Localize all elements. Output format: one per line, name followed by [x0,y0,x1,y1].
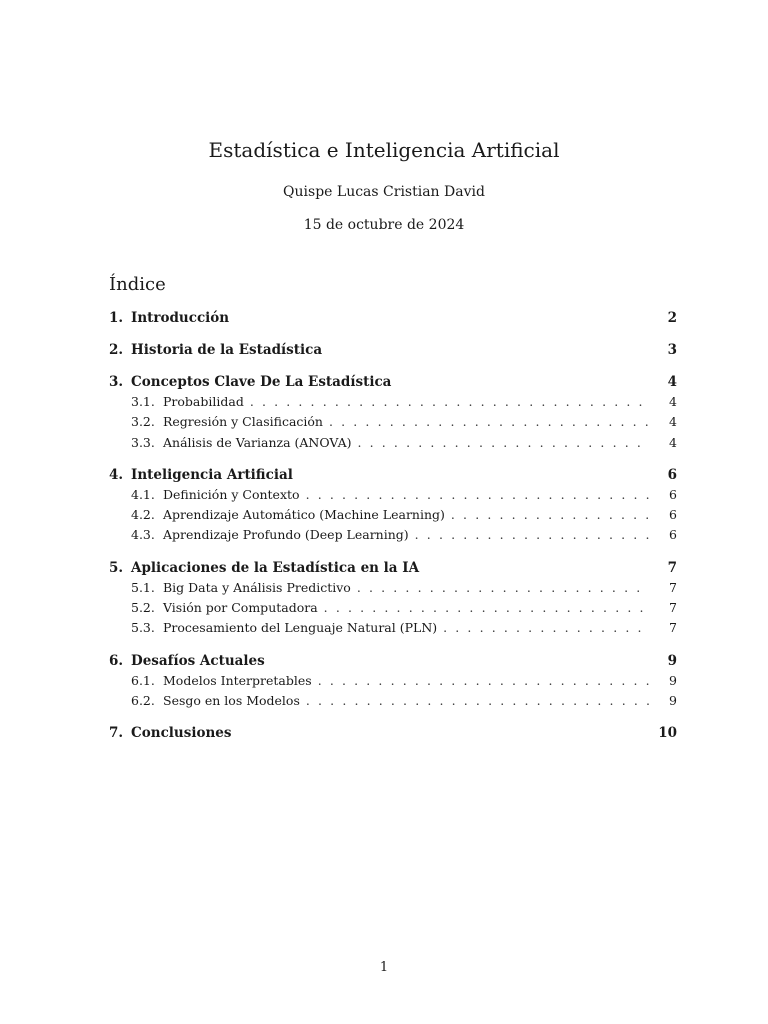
toc-section-page: 6 [667,466,677,483]
toc-subsection-page: 9 [669,672,677,688]
toc-subsection-entry[interactable] [109,620,677,640]
toc-section-title: Aplicaciones de la Estadística en la IA [131,559,420,576]
toc-section [109,467,677,548]
toc-section-title: Historia de la Estadística [131,342,323,358]
toc-section-number: 6. [109,652,124,669]
toc-subsection-number: 3.2. [131,414,155,430]
toc-section-page: 4 [667,374,677,390]
toc-subsection-entry[interactable] [109,693,677,713]
toc-subsection-number: 5.1. [131,579,155,595]
toc-subsection-entry[interactable] [109,600,677,620]
toc-subsection-title: Regresión y Clasificación [163,414,323,430]
toc-subsection-entry[interactable] [109,580,677,600]
toc-subsection-page: 9 [669,692,677,708]
toc-section-title: Introducción [131,310,230,326]
document-title: Estadística e Inteligencia Artificial [208,138,560,162]
toc-section-page: 2 [667,310,677,326]
toc-subsection-page: 6 [669,507,677,523]
toc-dot-leader [324,600,649,615]
toc-subsection-page: 6 [669,486,677,502]
toc-subsection-title: Probabilidad [163,394,244,409]
toc-subsection-page: 7 [669,579,677,595]
document-author: Quispe Lucas Cristian David [283,184,485,200]
toc-dot-leader [415,527,649,542]
toc-section-entry[interactable] [109,342,677,362]
toc-section-number: 2. [109,342,124,358]
toc-section-entry[interactable] [109,653,677,673]
toc-section-number: 5. [109,559,124,576]
toc-subsection-page: 4 [669,394,677,409]
toc-subsection-entry[interactable] [109,435,677,455]
toc-subsection-number: 3.3. [131,434,155,450]
toc-section [109,342,677,362]
toc-section-page: 9 [667,652,677,669]
toc-dot-leader [306,487,649,502]
toc-subsection-number: 6.1. [131,672,155,688]
toc-subsection-number: 6.2. [131,692,155,708]
toc-subsection-title: Big Data y Análisis Predictivo [163,579,351,595]
toc-section-page: 3 [667,342,677,358]
toc-subsection-title: Visión por Computadora [163,600,318,616]
toc-section-title: Conclusiones [131,725,232,742]
toc-subsection-title: Procesamiento del Lenguaje Natural (PLN) [163,620,438,636]
toc-dot-leader [250,394,649,409]
toc-dot-leader [306,693,649,708]
toc-section [109,560,677,641]
toc-section-entry[interactable] [109,310,677,330]
toc-section-page: 10 [658,725,677,742]
toc-dot-leader [329,414,649,429]
toc-section-entry[interactable] [109,467,677,487]
toc-subsection-number: 5.2. [131,600,155,616]
toc-dot-leader [357,435,649,450]
toc-subsection-number: 4.2. [131,507,155,523]
toc-dot-leader [357,580,649,595]
toc-subsection-number: 3.1. [131,394,155,409]
toc-section [109,653,677,714]
toc-section [109,725,677,745]
toc-section-entry[interactable] [109,725,677,745]
toc-section-entry[interactable] [109,374,677,394]
toc-subsection-title: Aprendizaje Automático (Machine Learning) [163,507,445,523]
toc-subsection-entry[interactable] [109,394,677,414]
table-of-contents [109,310,677,757]
toc-subsection-title: Definición y Contexto [163,486,300,502]
toc-subsection-page: 4 [669,434,677,450]
toc-section-number: 1. [109,310,124,326]
toc-subsection-number: 4.1. [131,486,155,502]
toc-subsection-page: 4 [669,414,677,430]
toc-section [109,374,677,455]
toc-subsection-page: 7 [669,620,677,636]
toc-section-page: 7 [667,559,677,576]
toc-dot-leader [318,673,649,688]
toc-section-number: 3. [109,374,124,390]
toc-subsection-title: Modelos Interpretables [163,672,312,688]
toc-subsection-entry[interactable] [109,487,677,507]
toc-subsection-entry[interactable] [109,414,677,434]
toc-dot-leader [443,620,649,635]
toc-heading: Índice [109,274,166,295]
toc-subsection-number: 4.3. [131,527,155,543]
toc-subsection-title: Análisis de Varianza (ANOVA) [163,434,352,450]
toc-section-number: 4. [109,466,124,483]
document-date: 15 de octubre de 2024 [303,217,465,233]
toc-subsection-entry[interactable] [109,527,677,547]
toc-subsection-entry[interactable] [109,673,677,693]
toc-subsection-title: Sesgo en los Modelos [163,692,300,708]
toc-subsection-entry[interactable] [109,507,677,527]
toc-section [109,310,677,330]
toc-subsection-page: 6 [669,527,677,543]
toc-section-title: Conceptos Clave De La Estadística [131,374,392,390]
toc-subsection-title: Aprendizaje Profundo (Deep Learning) [163,527,409,543]
toc-subsection-number: 5.3. [131,620,155,636]
toc-section-title: Inteligencia Artificial [131,466,293,483]
toc-dot-leader [451,507,649,522]
toc-subsection-page: 7 [669,600,677,616]
toc-section-entry[interactable] [109,560,677,580]
toc-section-number: 7. [109,725,124,742]
page-number: 1 [379,960,389,975]
toc-section-title: Desafíos Actuales [131,652,265,669]
